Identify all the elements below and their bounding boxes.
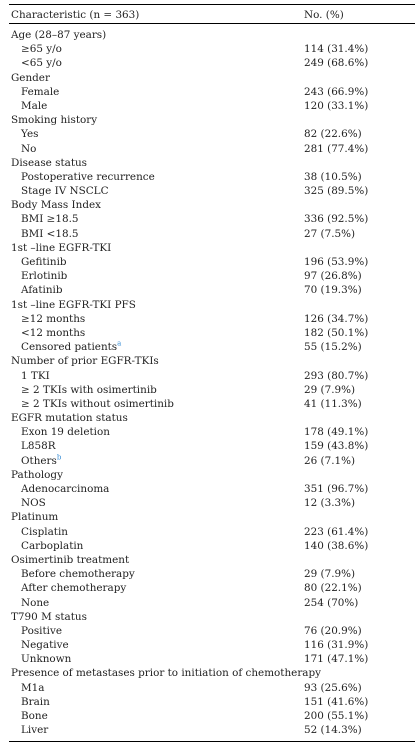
row-label <box>21 540 83 552</box>
row-label <box>21 43 62 55</box>
row-label-text: Unknown <box>21 653 72 666</box>
row-value: 325 (89.5%) <box>304 185 369 198</box>
row-value: 351 (96.7%) <box>304 483 369 495</box>
row-value: 182 (50.1%) <box>304 326 369 339</box>
row-value: 151 (41.6%) <box>304 695 369 708</box>
row-label-text: Female <box>21 85 60 98</box>
row-value: 243 (66.9%) <box>304 85 369 98</box>
row-value: 336 (92.5%) <box>304 213 369 226</box>
row-label <box>11 554 129 566</box>
row-value: 200 (55.1%) <box>304 710 369 722</box>
table-group-row <box>9 114 415 128</box>
row-label <box>21 86 59 98</box>
table-row <box>9 483 415 497</box>
row-value: 171 (47.1%) <box>304 653 369 666</box>
table-row <box>9 313 415 327</box>
row-value: 26 (7.1%) <box>304 454 356 467</box>
row-value: 178 (49.1%) <box>304 426 369 439</box>
row-label <box>11 412 128 424</box>
table-row <box>9 582 415 596</box>
row-label <box>21 185 109 197</box>
row-label-text: 1 TKI <box>21 369 50 382</box>
table-group-row <box>9 554 415 568</box>
row-value: 116 (31.9%) <box>304 639 369 652</box>
table-group-row <box>9 157 415 171</box>
row-label-text: Presence of metastases prior to initiation of chemotherapy <box>11 667 322 680</box>
row-value: 196 (53.9%) <box>304 256 369 268</box>
row-label-text: Osimertinib treatment <box>11 553 130 566</box>
table-header <box>9 4 415 24</box>
row-value: 41 (11.3%) <box>304 397 362 410</box>
row-label-text: Afatinib <box>21 284 63 297</box>
row-label <box>21 270 67 282</box>
row-value: 55 (15.2%) <box>304 341 362 354</box>
row-label <box>21 327 85 339</box>
table-group-row <box>9 242 415 256</box>
row-label <box>21 440 56 452</box>
row-label <box>21 384 157 396</box>
table-body <box>9 24 415 738</box>
row-label <box>21 568 135 580</box>
row-label-text: Brain <box>21 695 50 708</box>
table-row <box>9 455 415 469</box>
table-row <box>9 143 415 157</box>
row-label <box>21 171 155 183</box>
row-label-text: Postoperative recurrence <box>21 170 155 183</box>
row-label-text: 1st –line EGFR-TKI PFS <box>11 298 136 311</box>
row-value: 70 (19.3%) <box>304 284 362 297</box>
row-value: 281 (77.4%) <box>304 142 369 155</box>
row-value: 93 (25.6%) <box>304 681 362 694</box>
row-label <box>21 724 48 736</box>
table-row <box>9 398 415 412</box>
row-label <box>21 597 49 609</box>
row-label <box>21 213 79 225</box>
table-row <box>9 256 415 270</box>
row-value: 120 (33.1%) <box>304 99 369 112</box>
table-row <box>9 384 415 398</box>
row-label <box>11 242 111 254</box>
footnote-marker[interactable]: a <box>117 339 122 348</box>
table-row <box>9 426 415 440</box>
header-characteristic: Characteristic (n = 363) <box>11 9 140 21</box>
row-value: 82 (22.6%) <box>304 128 362 141</box>
row-label-text: Platinum <box>11 511 59 524</box>
row-label <box>21 625 62 637</box>
row-label-text: <65 y/o <box>21 57 62 70</box>
row-value: 293 (80.7%) <box>304 369 369 382</box>
row-label-text: EGFR mutation status <box>11 412 128 425</box>
row-value: 38 (10.5%) <box>304 170 362 183</box>
row-label <box>21 313 85 325</box>
row-label-text: T790 M status <box>11 610 87 623</box>
row-label <box>21 57 62 69</box>
table-row <box>9 43 415 57</box>
table-row <box>9 710 415 724</box>
row-label <box>21 483 109 495</box>
row-label <box>11 667 321 679</box>
row-value: 126 (34.7%) <box>304 312 369 325</box>
row-label <box>11 299 136 311</box>
row-label-text: ≥ 2 TKIs with osimertinib <box>21 383 157 396</box>
table-row <box>9 653 415 667</box>
table-row <box>9 284 415 298</box>
row-label <box>21 455 61 467</box>
row-label-text: Bone <box>21 710 48 722</box>
table-row <box>9 100 415 114</box>
row-value: 29 (7.9%) <box>304 383 356 396</box>
row-value: 249 (68.6%) <box>304 57 369 70</box>
row-label-text: Adenocarcinoma <box>21 483 110 495</box>
table-group-row <box>9 511 415 525</box>
row-label-text: Male <box>21 99 48 112</box>
table-row <box>9 568 415 582</box>
row-label-text: BMI ≥18.5 <box>21 213 79 226</box>
table-row <box>9 270 415 284</box>
table-row <box>9 526 415 540</box>
table-bottom-rule <box>9 741 415 742</box>
table-row <box>9 597 415 611</box>
table-row <box>9 327 415 341</box>
row-label <box>11 355 159 367</box>
row-label <box>21 639 69 651</box>
row-label-text: Erlotinib <box>21 270 68 283</box>
table-row <box>9 171 415 185</box>
row-label <box>11 157 87 169</box>
row-value: 159 (43.8%) <box>304 440 369 453</box>
characteristics-table <box>9 4 415 738</box>
row-label <box>21 341 121 353</box>
row-label-text: After chemotherapy <box>21 582 127 595</box>
row-label-text: Stage IV NSCLC <box>21 185 109 198</box>
row-label-text: 1st –line EGFR-TKI <box>11 241 112 254</box>
row-label <box>21 526 68 538</box>
row-label <box>21 497 46 509</box>
row-value: 80 (22.1%) <box>304 582 362 595</box>
table-row <box>9 128 415 142</box>
row-label-text: Carboplatin <box>21 539 84 552</box>
row-label <box>11 199 101 211</box>
table-row <box>9 57 415 71</box>
row-label-text: None <box>21 596 50 609</box>
row-label <box>11 469 63 481</box>
table-row <box>9 341 415 355</box>
row-label-text: L858R <box>21 440 56 453</box>
row-label-text: Pathology <box>11 468 63 481</box>
table-group-row <box>9 667 415 681</box>
row-label-text: Others <box>21 454 57 467</box>
row-label-text: Negative <box>21 639 69 652</box>
table-row <box>9 639 415 653</box>
table-group-row <box>9 199 415 213</box>
row-label-text: ≥ 2 TKIs without osimertinib <box>21 397 174 410</box>
row-value: 254 (70%) <box>304 596 359 609</box>
row-value: 223 (61.4%) <box>304 525 369 538</box>
row-label <box>21 682 44 694</box>
row-label-text: Exon 19 deletion <box>21 426 110 439</box>
row-label <box>21 256 67 268</box>
row-value: 97 (26.8%) <box>304 270 362 283</box>
table-group-row <box>9 469 415 483</box>
row-label <box>21 710 48 722</box>
row-label-text: Gender <box>11 71 50 84</box>
table-group-row <box>9 611 415 625</box>
header-count-percent: No. (%) <box>304 9 344 21</box>
table-row <box>9 724 415 738</box>
row-label-text: Age (28–87 years) <box>11 29 107 41</box>
row-label <box>21 100 47 112</box>
row-label-text: Censored patients <box>21 341 118 354</box>
row-label <box>11 611 87 623</box>
table-row <box>9 625 415 639</box>
row-label <box>21 143 36 155</box>
table-row <box>9 370 415 384</box>
row-value: 140 (38.6%) <box>304 539 369 552</box>
row-label-text: Body Mass Index <box>11 199 101 212</box>
row-value: 52 (14.3%) <box>304 724 362 737</box>
row-value: 29 (7.9%) <box>304 568 356 581</box>
row-value: 12 (3.3%) <box>304 497 356 510</box>
row-label-text: NOS <box>21 497 46 510</box>
row-label-text: M1a <box>21 681 45 694</box>
row-label-text: No <box>21 142 37 155</box>
row-label <box>21 582 126 594</box>
table-row <box>9 696 415 710</box>
table-row <box>9 213 415 227</box>
row-label-text: <12 months <box>21 326 86 339</box>
table-row <box>9 440 415 454</box>
table-group-row <box>9 412 415 426</box>
row-label <box>21 128 38 140</box>
table-row <box>9 682 415 696</box>
row-label <box>21 398 174 410</box>
row-label-text: Disease status <box>11 156 88 169</box>
table-row <box>9 185 415 199</box>
row-label-text: Cisplatin <box>21 525 68 538</box>
row-label-text: Smoking history <box>11 114 98 127</box>
row-label <box>21 228 79 240</box>
row-label-text: Gefitinib <box>21 256 67 268</box>
table-group-row <box>9 355 415 369</box>
table-group-row <box>9 299 415 313</box>
row-label <box>11 114 97 126</box>
table-row <box>9 540 415 554</box>
row-value: 114 (31.4%) <box>304 43 369 56</box>
footnote-marker[interactable]: b <box>56 453 62 462</box>
row-label-text: Number of prior EGFR-TKIs <box>11 355 159 368</box>
row-label <box>21 696 50 708</box>
table-row <box>9 228 415 242</box>
row-label <box>11 72 50 84</box>
row-label <box>11 511 58 523</box>
row-label <box>11 29 106 41</box>
row-value: 76 (20.9%) <box>304 624 362 637</box>
table-row <box>9 497 415 511</box>
table-group-row <box>9 72 415 86</box>
table-group-row <box>9 29 415 43</box>
row-label-text: BMI <18.5 <box>21 227 79 240</box>
row-label <box>21 426 110 438</box>
row-label-text: Before chemotherapy <box>21 568 135 581</box>
row-label-text: ≥12 months <box>21 312 86 325</box>
row-label <box>21 653 71 665</box>
row-label <box>21 370 50 382</box>
row-value: 27 (7.5%) <box>304 227 356 240</box>
row-label-text: Positive <box>21 624 62 637</box>
table-row <box>9 86 415 100</box>
row-label-text: Yes <box>21 128 39 141</box>
row-label-text: Liver <box>21 724 49 737</box>
row-label-text: ≥65 y/o <box>21 43 62 56</box>
row-label <box>21 284 63 296</box>
